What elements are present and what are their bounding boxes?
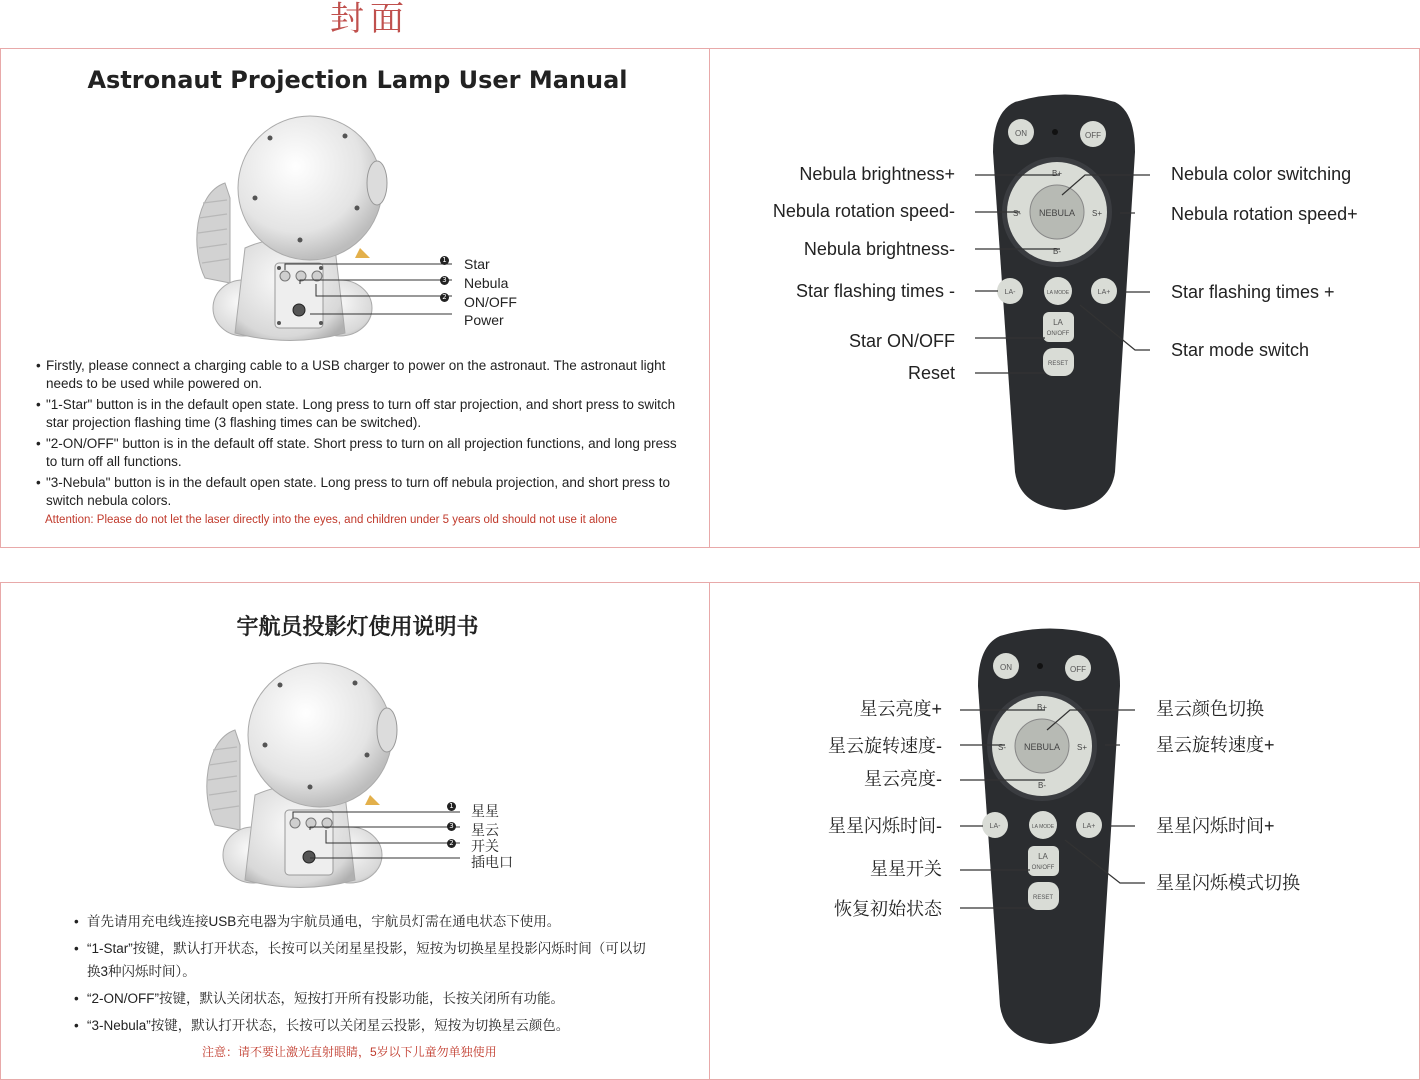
- remote-callout-lines: [960, 160, 1160, 390]
- remote-label-nebula-brightness-plus: 星云亮度+: [859, 699, 942, 719]
- la-mode-button-label[interactable]: LA MODE: [1046, 290, 1070, 296]
- button-number-badge: 1: [447, 802, 456, 811]
- button-number-badge: 3: [440, 276, 449, 285]
- safety-attention-note: Attention: Please do not let the laser directly into the eyes, and children under 5 years old should not use it alone: [45, 514, 618, 526]
- s-plus-button-label[interactable]: S+: [1076, 743, 1088, 752]
- remote-label-star-flashing-plus: Star flashing times +: [1171, 282, 1335, 302]
- instruction-item: • “2-ON/OFF”按键，默认关闭状态，短按打开所有投影功能，长按关闭所有功能。: [74, 987, 649, 1010]
- la-plus-button-label[interactable]: LA+: [1097, 289, 1111, 296]
- remote-callout-lines: [945, 695, 1145, 925]
- button-number-badge: 1: [440, 256, 449, 265]
- remote-label-star-flashing-plus: 星星闪烁时间+: [1156, 816, 1275, 836]
- button-callout-lines: [288, 806, 468, 868]
- power-port-label: Power: [464, 312, 504, 328]
- safety-attention-note: 注意：请不要让激光直射眼睛，5岁以下儿童勿单独使用: [202, 1045, 497, 1059]
- la-minus-button-label[interactable]: LA-: [1004, 289, 1016, 296]
- instruction-item: • 首先请用充电线连接USB充电器为宇航员通电，宇航员灯需在通电状态下使用。: [74, 910, 649, 933]
- english-instructions-list: [36, 357, 684, 509]
- off-button-label[interactable]: OFF: [1070, 665, 1086, 674]
- la-onoff-button-label[interactable]: LA: [1038, 852, 1048, 861]
- nebula-button-label: 星云: [471, 822, 499, 838]
- b-plus-button-label[interactable]: B+: [1036, 703, 1048, 712]
- la-minus-button-label[interactable]: LA-: [989, 823, 1001, 830]
- nebula-button-label[interactable]: NEBULA: [1038, 208, 1076, 218]
- nebula-button-label[interactable]: NEBULA: [1023, 742, 1061, 752]
- instruction-item: • “3-Nebula”按键，默认打开状态，长按可以关闭星云投影，短按为切换星云颜色。: [74, 1014, 649, 1037]
- instruction-item: • "3-Nebula" button is in the default open state. Long press to turn off nebula projection, and short press to switch nebula colors.: [36, 474, 684, 509]
- chinese-panel-divider: [709, 582, 710, 1080]
- chinese-instructions-list: [74, 910, 649, 1037]
- remote-label-nebula-brightness-minus: Nebula brightness-: [803, 239, 955, 259]
- reset-button-label[interactable]: RESET: [1032, 895, 1054, 901]
- instruction-item: • “1-Star”按键，默认打开状态，长按可以关闭星星投影，短按为切换星星投影闪烁时间（可以切换3种闪烁时间）。: [74, 937, 649, 983]
- remote-label-nebula-rotation-plus: Nebula rotation speed+: [1171, 204, 1358, 224]
- button-number-badge: 3: [447, 822, 456, 831]
- on-button-label[interactable]: ON: [1000, 663, 1012, 672]
- la-onoff-button-label[interactable]: LA: [1053, 318, 1063, 327]
- english-panel-divider: [709, 48, 710, 548]
- la-plus-button-label[interactable]: LA+: [1082, 823, 1096, 830]
- remote-label-nebula-rotation-minus: 星云旋转速度-: [828, 736, 942, 756]
- remote-label-nebula-brightness-plus: Nebula brightness+: [799, 164, 955, 184]
- chinese-manual-title: 宇航员投影灯使用说明书: [236, 615, 479, 640]
- instruction-item: • "1-Star" button is in the default open state. Long press to turn off star projection, and short press to switch star projection flashing time (3 flashing times can be switched).: [36, 396, 684, 431]
- b-plus-button-label[interactable]: B+: [1051, 169, 1063, 178]
- remote-label-nebula-brightness-minus: 星云亮度-: [864, 769, 942, 789]
- la-onoff-button-sublabel[interactable]: ON/OFF: [1046, 331, 1070, 337]
- star-button-label: Star: [464, 256, 490, 272]
- reset-button-label[interactable]: RESET: [1047, 361, 1069, 367]
- onoff-button-label: ON/OFF: [464, 294, 517, 310]
- remote-label-nebula-rotation-plus: 星云旋转速度+: [1156, 735, 1275, 755]
- la-onoff-button-sublabel[interactable]: ON/OFF: [1031, 865, 1055, 871]
- s-minus-button-label[interactable]: S-: [1013, 209, 1021, 218]
- remote-label-nebula-rotation-minus: Nebula rotation speed-: [772, 201, 955, 221]
- remote-label-reset: 恢复初始状态: [834, 899, 942, 919]
- power-port-label: 插电口: [471, 854, 513, 870]
- remote-label-nebula-color: Nebula color switching: [1171, 164, 1352, 184]
- remote-label-nebula-color: 星云颜色切换: [1156, 699, 1264, 719]
- remote-label-star-flashing-minus: 星星闪烁时间-: [828, 816, 942, 836]
- b-minus-button-label[interactable]: B-: [1038, 781, 1046, 790]
- s-plus-button-label[interactable]: S+: [1091, 209, 1103, 218]
- onoff-button-label: 开关: [471, 838, 499, 854]
- remote-label-star-onoff: Star ON/OFF: [848, 331, 955, 351]
- instruction-item: • Firstly, please connect a charging cable to a USB charger to power on the astronaut. The astronaut light needs to be used while powered on.: [36, 357, 684, 392]
- remote-label-star-flashing-minus: Star flashing times -: [795, 281, 955, 301]
- button-number-badge: 2: [440, 293, 449, 302]
- cover-title: 封面: [330, 0, 410, 39]
- english-manual-title: Astronaut Projection Lamp User Manual: [87, 66, 628, 94]
- remote-label-star-mode-switch: 星星闪烁模式切换: [1156, 873, 1300, 893]
- star-button-label: 星星: [471, 803, 499, 819]
- off-button-label[interactable]: OFF: [1085, 131, 1101, 140]
- button-callout-lines: [280, 258, 460, 328]
- nebula-button-label: Nebula: [464, 275, 509, 291]
- remote-label-reset: Reset: [907, 363, 955, 383]
- on-button-label[interactable]: ON: [1015, 129, 1027, 138]
- button-number-badge: 2: [447, 839, 456, 848]
- remote-label-star-onoff: 星星开关: [870, 859, 942, 879]
- la-mode-button-label[interactable]: LA MODE: [1031, 824, 1055, 830]
- instruction-item: • "2-ON/OFF" button is in the default off state. Short press to turn on all projection functions, and long press to turn off all functions.: [36, 435, 684, 470]
- s-minus-button-label[interactable]: S-: [998, 743, 1006, 752]
- remote-label-star-mode-switch: Star mode switch: [1171, 340, 1310, 360]
- b-minus-button-label[interactable]: B-: [1053, 247, 1061, 256]
